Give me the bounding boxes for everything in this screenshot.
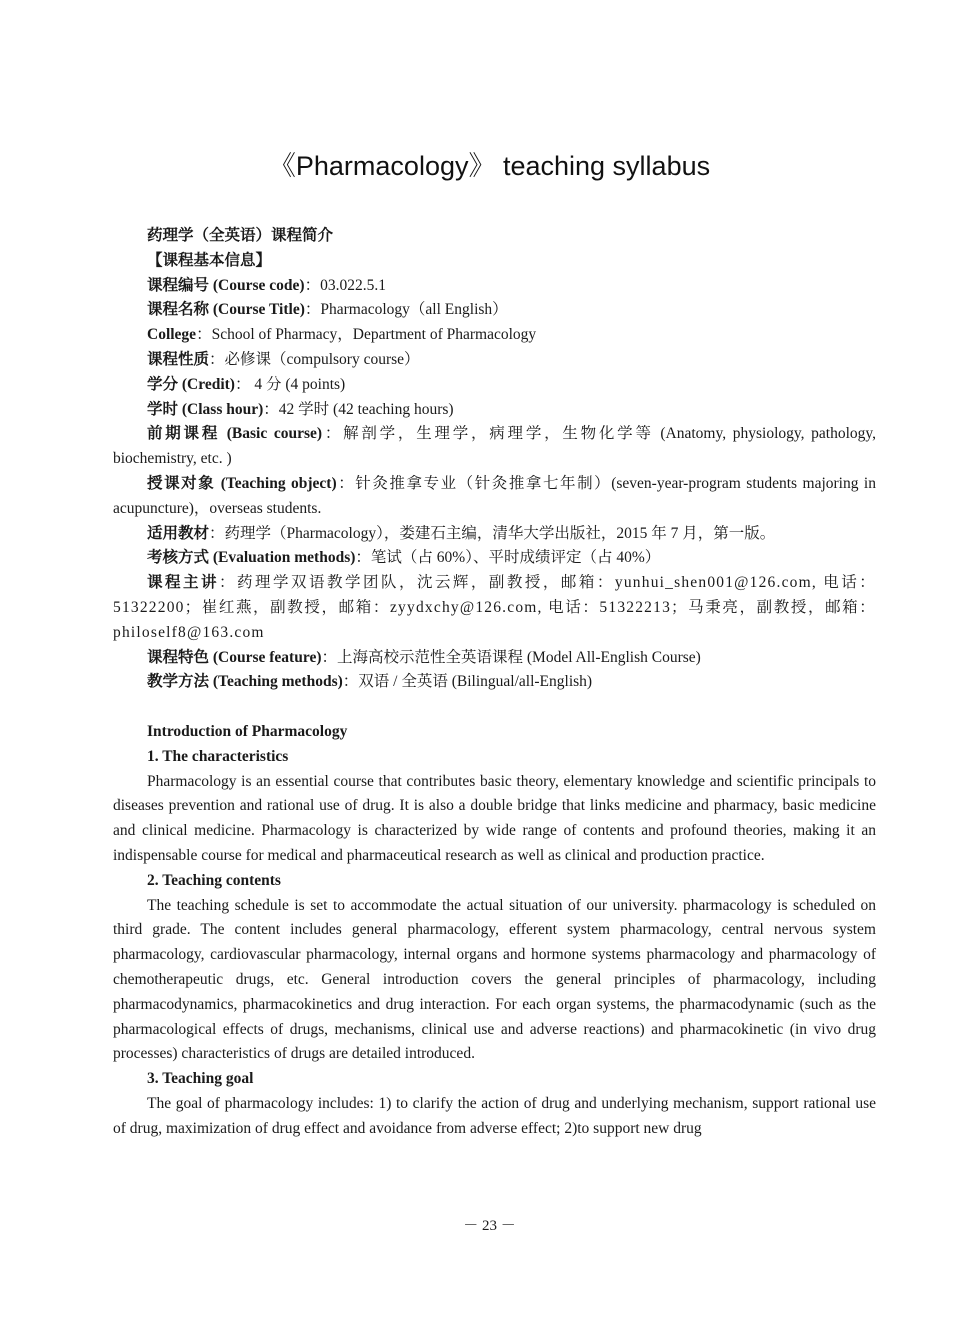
field-course-feature: 课程特色 (Course feature)：上海高校示范性全英语课程 (Model All-English Course) [147, 648, 701, 666]
field-course-title: 课程名称 (Course Title)：Pharmacology（all English） [147, 301, 508, 319]
field-course-nature: 课程性质：必修课（compulsory course） [147, 350, 420, 368]
basic-info-heading: 【课程基本信息】 [147, 251, 272, 269]
page-title: 《Pharmacology》 teaching syllabus [268, 151, 711, 181]
section-body: The goal of pharmacology includes: 1) to clarify the action of drug and underlying mechanism, support rational use of drug, maximization of drug effect and avoidance from adverse effect; 2)to support new drug [113, 1094, 876, 1137]
field-credit: 学分 (Credit)： 4 分 (4 points) [147, 375, 346, 393]
field-evaluation: 考核方式 (Evaluation methods)：笔试（占 60%）、平时成绩评定（占 40%） [147, 549, 661, 567]
field-teaching-methods: 教学方法 (Teaching methods)：双语 / 全英语 (Bilingual/all-English) [147, 673, 593, 691]
field-class-hour: 学时 (Class hour)：42 学时 (42 teaching hours) [147, 400, 454, 418]
section-body: The teaching schedule is set to accommodate the actual situation of our university. pharmacology is scheduled on third grade. The content includes general pharmacology, efferent system pharmacology, central nervous system pharmacology, cardiovascular pharmacology, internal organs and hormone systems pharmacology and pharmacology of chemotherapeutic drugs, etc. General introduction covers the general principles of pharmacology, including pharmacodynamics, pharmacokinetics and drug interaction. For each organ systems, the pharmacodynamic (such as the pharmacological effects of drugs, mechanisms, clinical use and adverse reactions) and pharmacokinetic (in vivo drug processes) characteristics of drugs are detailed introduced. [113, 896, 876, 1063]
field-course-code: 课程编号 (Course code)：03.022.5.1 [147, 276, 386, 294]
field-college: College：School of Pharmacy，Department of Pharmacology [147, 326, 537, 344]
section-heading: 3. Teaching goal [147, 1070, 254, 1088]
field-lecturers: 课程主讲：药理学双语教学团队，沈云辉，副教授，邮箱：yunhui_shen001@126.com, 电话：51322200；崔红燕，副教授，邮箱：zyydxchy@126.com, 电话：51322213；马秉亮，副教授，邮箱：philoself8@163.com [113, 574, 876, 641]
section-heading: 1. The characteristics [147, 747, 289, 765]
field-teaching-object: 授课对象 (Teaching object)：针灸推拿专业（针灸推拿七年制）(seven-year-program students majoring in acupuncture)，overseas students. [113, 474, 876, 517]
introduction-heading: Introduction of Pharmacology [147, 722, 348, 740]
document-body [113, 224, 876, 1141]
intro-heading: 药理学（全英语）课程简介 [147, 227, 334, 244]
spacer [113, 695, 876, 720]
section-body: Pharmacology is an essential course that contributes basic theory, elementary knowledge and scientific principals to diseases prevention and rational use of drug. It is also a double bridge that links medicine and pharmacy, basic medicine and clinical medicine. Pharmacology is characterized by wide range of contents and profound theories, making it an indispensable course for medical and pharmaceutical research as well as clinical and production practice. [113, 772, 876, 864]
field-textbook: 适用教材：药理学（Pharmacology），娄建石主编，清华大学出版社，2015 年 7 月，第一版。 [147, 524, 776, 542]
page-number: － 23 － [463, 1218, 516, 1234]
field-basic-course: 前期课程 (Basic course)：解剖学，生理学，病理学，生物化学等 (Anatomy, physiology, pathology, biochemistry, etc. ) [113, 425, 876, 468]
section-heading: 2. Teaching contents [147, 871, 281, 889]
